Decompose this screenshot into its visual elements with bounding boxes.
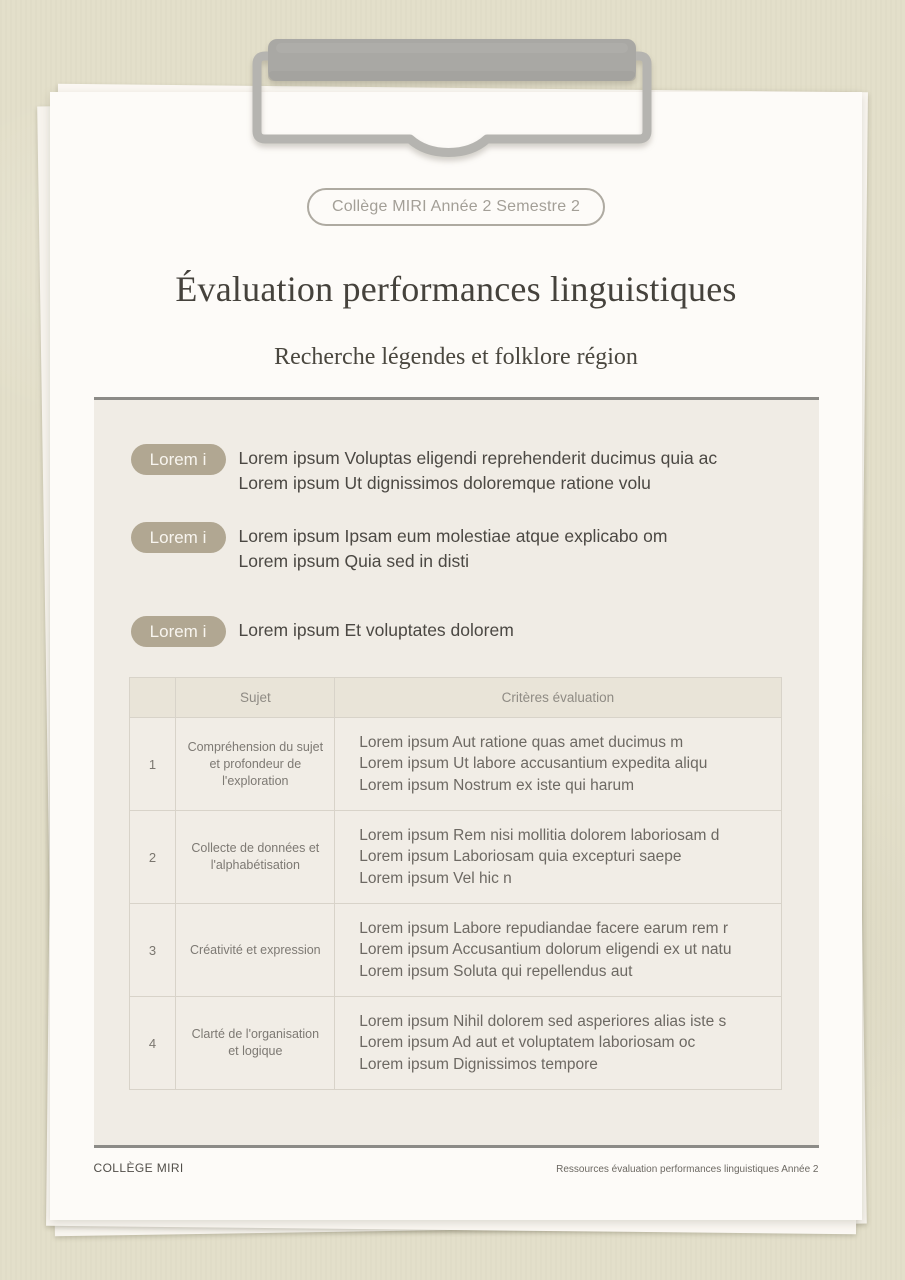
row-criteres xyxy=(335,997,781,1090)
intro-tag-pill: Lorem i xyxy=(131,444,226,475)
intro-item-1 xyxy=(131,444,819,495)
table-row xyxy=(129,997,781,1090)
intro-text xyxy=(239,616,514,643)
intro-line: Lorem ipsum Et voluptates dolorem xyxy=(238,620,514,640)
page-subtitle: Recherche légendes et folklore région xyxy=(274,344,638,370)
page-footer xyxy=(94,1161,819,1175)
critere-line: Lorem ipsum Soluta qui repellendus aut xyxy=(359,962,633,980)
clipboard-clip-icon xyxy=(246,34,660,158)
intro-line: Lorem ipsum Quia sed in disti xyxy=(238,550,470,571)
intro-tag-pill: Lorem i xyxy=(131,522,226,553)
row-sujet: Collecte de données et l'alphabétisation xyxy=(176,811,335,904)
col-header-number xyxy=(129,678,176,718)
intro-line: Lorem ipsum Ipsam eum molestiae atque explicabo om xyxy=(238,526,668,546)
intro-text xyxy=(239,522,668,573)
footer-resource-label: Ressources évaluation performances linguistiques Année 2 xyxy=(556,1164,819,1175)
col-header-sujet: Sujet xyxy=(176,678,335,718)
table-row xyxy=(129,904,781,997)
course-badge: Collège MIRI Année 2 Semestre 2 xyxy=(307,188,605,226)
intro-line: Lorem ipsum Ut dignissimos doloremque ratione volu xyxy=(238,472,651,493)
intro-tag-pill: Lorem i xyxy=(131,616,226,647)
footer-school-name: COLLÈGE MIRI xyxy=(93,1161,184,1175)
critere-line: Lorem ipsum Rem nisi mollitia dolorem laboriosam d xyxy=(359,826,720,844)
intro-text xyxy=(239,444,718,495)
content-panel xyxy=(94,400,819,1145)
row-sujet: Créativité et expression xyxy=(176,904,335,997)
critere-line: Lorem ipsum Aut ratione quas amet ducimus m xyxy=(359,733,684,751)
critere-line: Lorem ipsum Nostrum ex iste qui harum xyxy=(359,776,635,794)
intro-line: Lorem ipsum Voluptas eligendi reprehenderit ducimus quia ac xyxy=(238,448,718,468)
row-number: 1 xyxy=(129,718,176,811)
evaluation-table xyxy=(129,677,782,1090)
row-number: 3 xyxy=(129,904,176,997)
clipboard-paper xyxy=(50,92,862,1220)
page-title: Évaluation performances linguistiques xyxy=(175,269,737,309)
row-criteres xyxy=(335,811,781,904)
intro-item-3 xyxy=(131,616,819,647)
row-criteres xyxy=(335,718,781,811)
row-sujet: Clarté de l'organisation et logique xyxy=(176,997,335,1090)
row-number: 2 xyxy=(129,811,176,904)
critere-line: Lorem ipsum Dignissimos tempore xyxy=(359,1055,598,1073)
bottom-divider xyxy=(94,1145,819,1148)
row-number: 4 xyxy=(129,997,176,1090)
row-criteres xyxy=(335,904,781,997)
table-row xyxy=(129,718,781,811)
critere-line: Lorem ipsum Nihil dolorem sed asperiores alias iste s xyxy=(359,1012,727,1030)
critere-line: Lorem ipsum Labore repudiandae facere earum rem r xyxy=(359,919,729,937)
critere-line: Lorem ipsum Ut labore accusantium expedita aliqu xyxy=(359,755,708,773)
critere-line: Lorem ipsum Ad aut et voluptatem laboriosam oc xyxy=(359,1034,696,1052)
row-sujet: Compréhension du sujet et profondeur de l'exploration xyxy=(176,718,335,811)
table-row xyxy=(129,811,781,904)
critere-line: Lorem ipsum Vel hic n xyxy=(359,869,512,887)
critere-line: Lorem ipsum Laboriosam quia excepturi saepe xyxy=(359,848,682,866)
intro-item-2 xyxy=(131,522,819,573)
table-header-row xyxy=(129,678,781,718)
critere-line: Lorem ipsum Accusantium dolorum eligendi ex ut natu xyxy=(359,941,732,959)
col-header-criteres: Critères évaluation xyxy=(335,678,781,718)
